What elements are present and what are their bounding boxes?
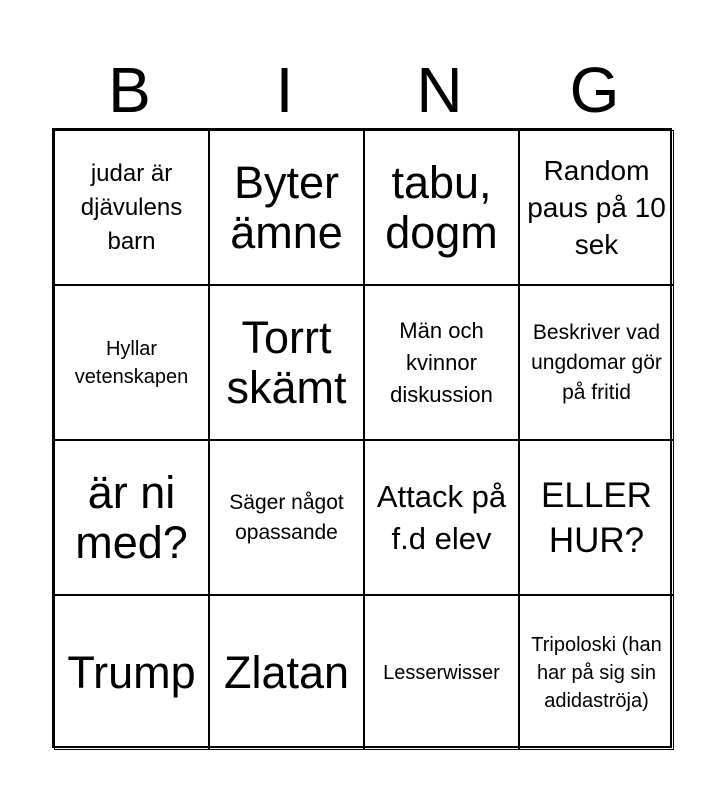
- cell-text: Män och kvinnor diskussion: [390, 317, 493, 407]
- header-letter-b: B: [108, 54, 151, 126]
- bingo-cell[interactable]: [519, 595, 674, 750]
- bingo-cell[interactable]: [519, 440, 674, 595]
- bingo-cell[interactable]: [54, 595, 209, 750]
- cell-text: ELLER HUR?: [541, 475, 652, 560]
- bingo-cell[interactable]: [209, 595, 364, 750]
- bingo-cell[interactable]: [54, 285, 209, 440]
- cell-text: Attack på f.d elev: [376, 478, 507, 556]
- bingo-cell[interactable]: [364, 285, 519, 440]
- bingo-header: [52, 52, 672, 128]
- bingo-cell[interactable]: [54, 130, 209, 285]
- cell-text: Beskriver vad ungdomar gör på fritid: [531, 320, 662, 404]
- cell-text: judar är djävulens barn: [80, 159, 183, 255]
- cell-text: är ni med?: [75, 466, 188, 568]
- header-letter-g: G: [569, 54, 620, 126]
- cell-text: Lesserwisser: [383, 661, 500, 684]
- header-letter-i: I: [275, 54, 294, 126]
- cell-text: Tripoloski (han har på sig sin adidaströja): [531, 633, 662, 712]
- bingo-cell[interactable]: [364, 130, 519, 285]
- bingo-cell[interactable]: [364, 440, 519, 595]
- cell-text: Zlatan: [223, 646, 350, 698]
- cell-text: Byter ämne: [230, 156, 343, 258]
- cell-text: Trump: [67, 646, 196, 698]
- bingo-cell[interactable]: [209, 440, 364, 595]
- bingo-cell[interactable]: [209, 285, 364, 440]
- header-letter-n: N: [416, 54, 463, 126]
- cell-text: Hyllar vetenskapen: [74, 337, 189, 388]
- bingo-cell[interactable]: [519, 130, 674, 285]
- bingo-grid: [52, 128, 672, 748]
- cell-text: Random paus på 10 sek: [527, 155, 666, 260]
- bingo-cell[interactable]: [209, 130, 364, 285]
- bingo-cell[interactable]: [519, 285, 674, 440]
- cell-text: Torrt skämt: [226, 311, 347, 413]
- cell-text: Säger något opassande: [229, 490, 344, 544]
- bingo-cell[interactable]: [364, 595, 519, 750]
- bingo-cell[interactable]: [54, 440, 209, 595]
- cell-text: tabu, dogm: [385, 156, 498, 258]
